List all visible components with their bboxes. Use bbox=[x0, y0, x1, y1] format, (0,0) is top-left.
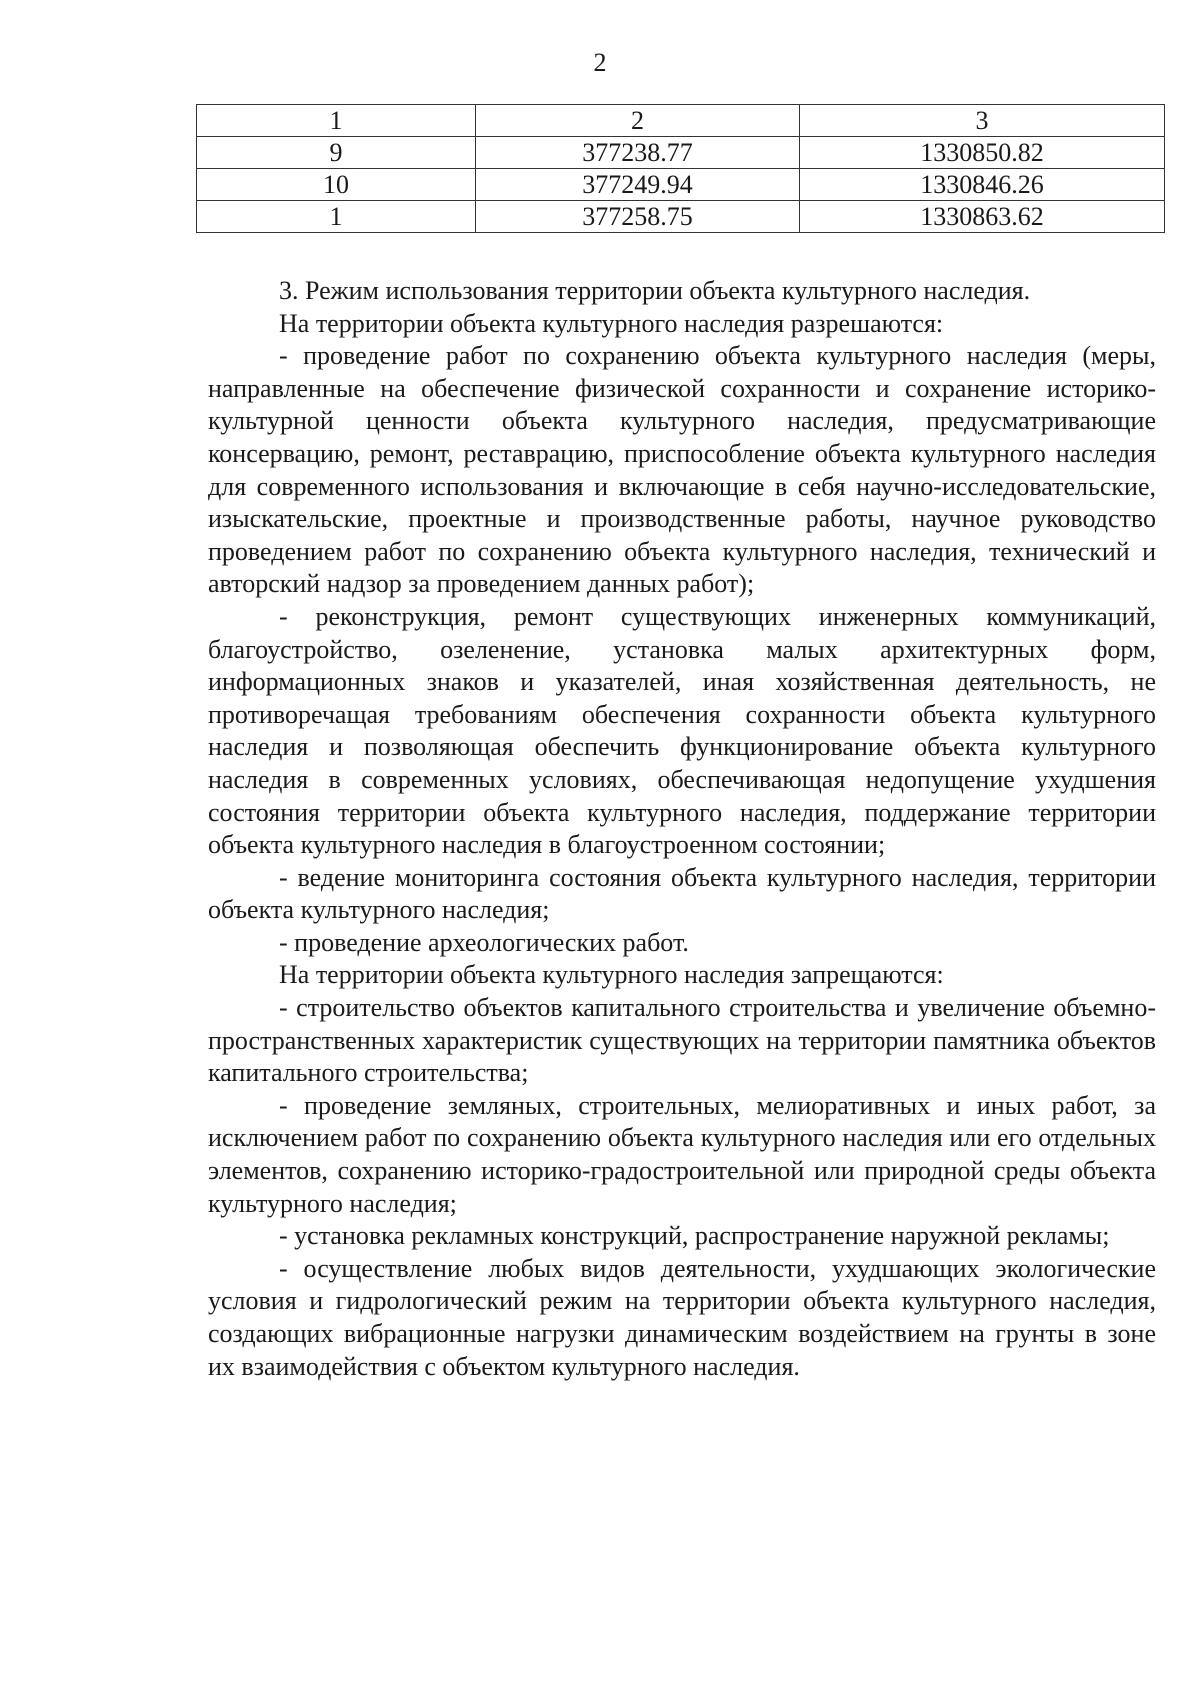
list-item-prohibited: - проведение земляных, строительных, мелиоративных и иных работ, за исключением работ по сохранению объекта культурного наследия или его отдельных элементов, сохранению историко-градостроительной или природной среды объекта культурного наследия; bbox=[208, 1090, 1156, 1218]
table-cell-point: 1 bbox=[197, 201, 476, 233]
table-cell-x: 377258.75 bbox=[476, 201, 800, 233]
table-row bbox=[197, 169, 1165, 201]
section-heading: 3. Режим использования территории объекта культурного наследия. bbox=[279, 276, 1031, 305]
paragraph-permitted-intro: На территории объекта культурного наследия разрешаются: bbox=[279, 308, 944, 338]
table-row bbox=[197, 201, 1165, 233]
list-item-permitted: - реконструкция, ремонт существующих инженерных коммуникаций, благоустройство, озеленение, установка малых архитектурных форм, информационных знаков и указателей, иная хозяйственная деятельность, не противоречащая требованиям обеспечения сохранности объекта культурного наследия и позволяющая обеспечить функционирование объекта культурного наследия в современных условиях, обеспечивающая недопущение ухудшения состояния территории объекта культурного наследия, поддержание территории объекта культурного наследия в благоустроенном состоянии; bbox=[208, 601, 1156, 860]
table-header-cell: 1 bbox=[197, 105, 476, 137]
paragraph-prohibited-intro: На территории объекта культурного наследия запрещаются: bbox=[279, 960, 944, 990]
table-cell-y: 1330863.62 bbox=[800, 201, 1165, 233]
table-cell-point: 10 bbox=[197, 169, 476, 201]
list-item-prohibited: - осуществление любых видов деятельности, ухудшающих экологические условия и гидрологический режим на территории объекта культурного наследия, создающих вибрационные нагрузки динамическим воздействием на грунты в зоне их взаимодействия с объектом культурного наследия. bbox=[208, 1253, 1156, 1381]
table-cell-y: 1330850.82 bbox=[800, 137, 1165, 169]
document-body bbox=[208, 275, 1156, 1383]
table-header-cell: 3 bbox=[800, 105, 1165, 137]
table-row bbox=[197, 137, 1165, 169]
table-cell-x: 377249.94 bbox=[476, 169, 800, 201]
list-item-permitted: - проведение работ по сохранению объекта культурного наследия (меры, направленные на обеспечение физической сохранности и сохранение историко-культурной ценности объекта культурного наследия, предусматривающие консервацию, ремонт, реставрацию, приспособление объекта культурного наследия для современного использования и включающие в себя научно-исследовательские, изыскательские, проектные и производственные работы, научное руководство проведением работ по сохранению объекта культурного наследия, технический и авторский надзор за проведением данных работ); bbox=[208, 341, 1156, 599]
table-header-cell: 2 bbox=[476, 105, 800, 137]
coordinates-table bbox=[196, 104, 1165, 233]
table-cell-x: 377238.77 bbox=[476, 137, 800, 169]
table-cell-point: 9 bbox=[197, 137, 476, 169]
list-item-permitted: - ведение мониторинга состояния объекта культурного наследия, территории объекта культурного наследия; bbox=[208, 862, 1156, 925]
table-header-row bbox=[197, 105, 1165, 137]
list-item-prohibited: - установка рекламных конструкций, распространение наружной рекламы; bbox=[279, 1221, 1110, 1251]
page-number: 2 bbox=[593, 48, 607, 77]
list-item-permitted: - проведение археологических работ. bbox=[279, 927, 689, 957]
list-item-prohibited: - строительство объектов капитального строительства и увеличение объемно-пространственных характеристик существующих на территории памятника объектов капитального строительства; bbox=[208, 993, 1156, 1088]
table-cell-y: 1330846.26 bbox=[800, 169, 1165, 201]
